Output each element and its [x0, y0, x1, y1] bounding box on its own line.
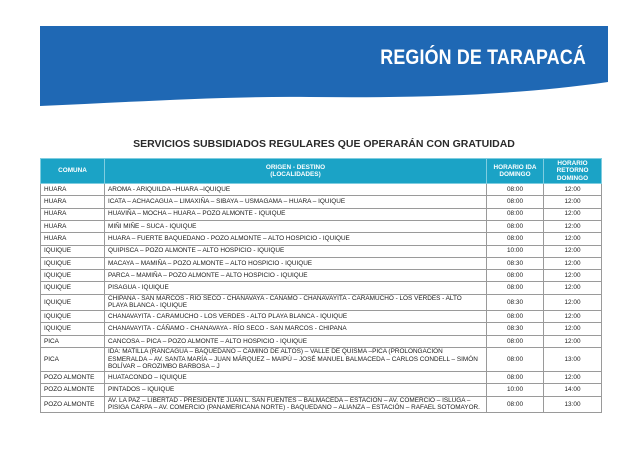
- table-header-row: [41, 159, 602, 184]
- return-time-cell: 12:00: [544, 196, 602, 208]
- departure-time-cell: 08:00: [487, 270, 544, 282]
- comuna-cell: POZO ALMONTE: [41, 396, 105, 412]
- region-title: REGIÓN DE TARAPACÁ: [380, 46, 586, 69]
- return-time-cell: 14:00: [544, 384, 602, 396]
- table-row: [41, 220, 602, 232]
- return-time-cell: 12:00: [544, 233, 602, 245]
- route-cell: CHANAVAYITA - CARAMUCHO - LOS VERDES - ALTO PLAYA BLANCA - IQUIQUE: [105, 311, 487, 323]
- departure-time-cell: 08:00: [487, 396, 544, 412]
- return-time-cell: 12:00: [544, 208, 602, 220]
- departure-time-cell: 08:00: [487, 184, 544, 196]
- header-line: (LOCALIDADES): [270, 171, 321, 179]
- departure-time-cell: 08:30: [487, 294, 544, 310]
- departure-time-cell: 08:00: [487, 233, 544, 245]
- departure-time-cell: 08:00: [487, 208, 544, 220]
- route-cell: AV. LA PAZ – LIBERTAD - PRESIDENTE JUAN L. SAN FUENTES – BALMACEDA – ESTACIÓN – AV. COMERCIO – ISLUGA – PISIGA CARPA – AV. COMERCIO (PANAMERICANA NORTE) - BAQUEDANO – ALIANZA – ESTACIÓN – RAFAEL SOTOMAYOR.: [105, 396, 487, 412]
- comuna-cell: IQUIQUE: [41, 323, 105, 335]
- table-row: [41, 348, 602, 372]
- return-time-cell: 12:00: [544, 294, 602, 310]
- comuna-cell: HUARA: [41, 220, 105, 232]
- column-header-horario-ida: [487, 159, 544, 184]
- comuna-cell: IQUIQUE: [41, 257, 105, 269]
- comuna-cell: IQUIQUE: [41, 270, 105, 282]
- column-header-comuna: [41, 159, 105, 184]
- return-time-cell: 12:00: [544, 270, 602, 282]
- return-time-cell: 12:00: [544, 220, 602, 232]
- departure-time-cell: 10:00: [487, 384, 544, 396]
- comuna-cell: HUARA: [41, 184, 105, 196]
- table-row: [41, 372, 602, 384]
- table-row: [41, 233, 602, 245]
- comuna-cell: HUARA: [41, 196, 105, 208]
- comuna-cell: HUARA: [41, 233, 105, 245]
- table-subtitle: SERVICIOS SUBSIDIADOS REGULARES QUE OPERARÁN CON GRATUIDAD: [133, 138, 515, 150]
- departure-time-cell: 08:00: [487, 348, 544, 372]
- return-time-cell: 12:00: [544, 335, 602, 347]
- departure-time-cell: 08:00: [487, 220, 544, 232]
- route-cell: ICATA – ACHACAGUA – LIMAXIÑA – SIBAYA – USMAGAMA – HUARA – IQUIQUE: [105, 196, 487, 208]
- comuna-cell: HUARA: [41, 208, 105, 220]
- departure-time-cell: 08:00: [487, 372, 544, 384]
- table-row: [41, 311, 602, 323]
- return-time-cell: 12:00: [544, 245, 602, 257]
- route-cell: MIÑI MIÑE – SUCA - IQUIQUE: [105, 220, 487, 232]
- comuna-cell: IQUIQUE: [41, 282, 105, 294]
- header-line: HORARIO IDA: [493, 163, 537, 171]
- table-row: [41, 323, 602, 335]
- route-cell: QUIPISCA – POZO ALMONTE – ALTO HOSPICIO - IQUIQUE: [105, 245, 487, 257]
- comuna-cell: POZO ALMONTE: [41, 372, 105, 384]
- departure-time-cell: 08:00: [487, 311, 544, 323]
- header-line: COMUNA: [58, 167, 87, 175]
- table-row: [41, 335, 602, 347]
- route-cell: CANCOSA – PICA – POZO ALMONTE – ALTO HOSPICIO - IQUIQUE: [105, 335, 487, 347]
- table-row: [41, 294, 602, 310]
- services-table: [40, 158, 602, 413]
- return-time-cell: 13:00: [544, 396, 602, 412]
- column-header-origen-destino: [105, 159, 487, 184]
- table-row: [41, 245, 602, 257]
- departure-time-cell: 08:00: [487, 282, 544, 294]
- route-cell: IDA: MATILLA (RANCAGUA – BAQUEDANO – CAMINO DE ALTOS) – VALLE DE QUISMA –PICA (PROLONGACIÓN ESMERALDA – AV. SANTA MARÍA – JUAN MÁRQUEZ – MAIPÚ – JOSÉ MANUEL BALMACEDA – CARLOS CONDELL – SIMÓN BOLÍVAR – OROZIMBO BARBOSA – J: [105, 348, 487, 372]
- departure-time-cell: 08:30: [487, 323, 544, 335]
- route-cell: AROMA - ARIQUILDA –HUARA –IQUIQUE: [105, 184, 487, 196]
- table-row: [41, 208, 602, 220]
- table-row: [41, 257, 602, 269]
- route-cell: HUATACONDO – IQUIQUE: [105, 372, 487, 384]
- return-time-cell: 12:00: [544, 311, 602, 323]
- header-line: ORIGEN - DESTINO: [265, 163, 326, 171]
- table-row: [41, 396, 602, 412]
- comuna-cell: PICA: [41, 348, 105, 372]
- route-cell: MACAYA – MAMIÑA – POZO ALMONTE – ALTO HOSPICIO - IQUIQUE: [105, 257, 487, 269]
- header-line: DOMINGO: [556, 174, 589, 182]
- return-time-cell: 12:00: [544, 323, 602, 335]
- header-line: DOMINGO: [499, 171, 531, 179]
- comuna-cell: PICA: [41, 335, 105, 347]
- return-time-cell: 13:00: [544, 348, 602, 372]
- column-header-horario-retorno: [544, 159, 602, 184]
- departure-time-cell: 08:00: [487, 196, 544, 208]
- route-cell: CHANAVAYITA - CÁÑAMO - CHANAVAYA - RÍO SECO - SAN MARCOS - CHIPANA: [105, 323, 487, 335]
- table-row: [41, 196, 602, 208]
- table-row: [41, 282, 602, 294]
- comuna-cell: IQUIQUE: [41, 294, 105, 310]
- header-line: HORARIO RETORNO: [556, 160, 589, 175]
- route-cell: HUAVIÑA – MOCHA – HUARA – POZO ALMONTE - IQUIQUE: [105, 208, 487, 220]
- region-banner: [40, 26, 608, 108]
- comuna-cell: POZO ALMONTE: [41, 384, 105, 396]
- route-cell: PARCA – MAMIÑA – POZO ALMONTE – ALTO HOSPICIO - IQUIQUE: [105, 270, 487, 282]
- route-cell: PISAGUA - IQUIQUE: [105, 282, 487, 294]
- departure-time-cell: 08:00: [487, 335, 544, 347]
- return-time-cell: 12:00: [544, 184, 602, 196]
- comuna-cell: IQUIQUE: [41, 311, 105, 323]
- route-cell: CHIPANA - SAN MARCOS - RÍO SECO - CHANAVAYA - CÁÑAMO - CHANAVAYITA - CARAMUCHO - LOS VERDES - ALTO PLAYA BLANCA - IQUIQUE: [105, 294, 487, 310]
- departure-time-cell: 10:00: [487, 245, 544, 257]
- return-time-cell: 12:00: [544, 257, 602, 269]
- route-cell: HUARA – FUERTE BAQUEDANO - POZO ALMONTE – ALTO HOSPICIO - IQUIQUE: [105, 233, 487, 245]
- route-cell: PINTADOS – IQUIQUE: [105, 384, 487, 396]
- table-row: [41, 184, 602, 196]
- table-row: [41, 384, 602, 396]
- return-time-cell: 12:00: [544, 372, 602, 384]
- table-row: [41, 270, 602, 282]
- comuna-cell: IQUIQUE: [41, 245, 105, 257]
- departure-time-cell: 08:30: [487, 257, 544, 269]
- return-time-cell: 12:00: [544, 282, 602, 294]
